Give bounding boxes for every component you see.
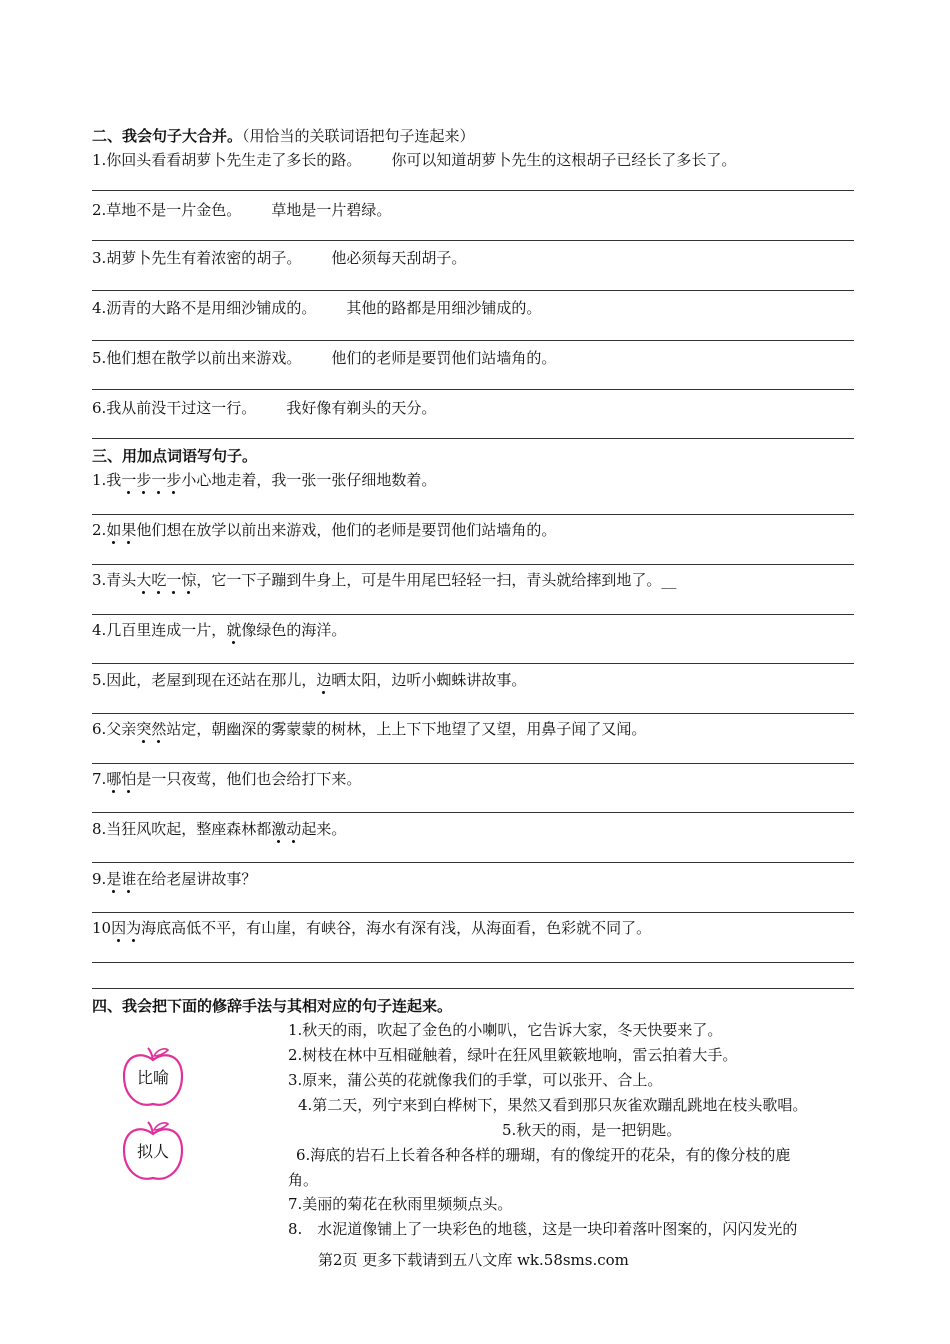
sentence-text: 5.因此，老屋到现在还站在那儿，: [92, 671, 317, 689]
section4-title: 四、我会把下面的修辞手法与其相对应的句子连起来。: [92, 997, 453, 1015]
answer-line[interactable]: [92, 988, 854, 989]
merge-sentence-b: 他们的老师是要罚他们站墙角的。: [331, 349, 557, 367]
sentence-text: 小心地走着，我一张一张仔细地数着。: [181, 471, 437, 489]
merge-sentence-a: 2.草地不是一片金色。: [92, 201, 242, 219]
rhetoric-item[interactable]: 5.秋天的雨，是一把钥匙。: [502, 1121, 682, 1139]
answer-line[interactable]: [92, 763, 854, 764]
rhetoric-item[interactable]: 8. 水泥道像铺上了一块彩色的地毯，这是一块印着落叶图案的，闪闪发光的: [288, 1220, 798, 1238]
section2-note: （用恰当的关联词语把句子连起来）: [242, 127, 475, 145]
apple-label: 比喻: [136, 1068, 169, 1087]
sentence-text: 9.: [92, 870, 107, 888]
page-footer: 第2页 更多下载请到五八文库 wk.58sms.com: [318, 1251, 629, 1269]
sentence-text: 1.我: [92, 471, 122, 489]
dotted-char: 边: [316, 671, 332, 689]
sentence-text: 是一只夜莺，他们也会给打下来。: [136, 770, 362, 788]
sentence-text: 他们想在放学以前出来游戏，他们的老师是要罚他们站墙角的。: [136, 521, 557, 539]
answer-line[interactable]: [92, 713, 854, 714]
dotted-char: 一: [151, 471, 167, 489]
dotted-char: 步: [136, 471, 152, 489]
sentence-text: ，它一下子蹦到牛身上，可是牛用尾巴轻轻一扫，青头就给摔到地了。__: [196, 571, 677, 589]
section4-heading: [92, 996, 452, 1016]
sentence-text: 6.父亲: [92, 720, 137, 738]
sentence-text: 海底高低不平，有山崖，有峡谷，海水有深有浅，从海面看，色彩就不同了。: [141, 919, 652, 937]
merge-sentence-b: 其他的路都是用细沙铺成的。: [346, 299, 542, 317]
merge-sentence-b: 他必须每天刮胡子。: [331, 249, 467, 267]
dotted-char: 然: [151, 720, 167, 738]
merge-sentence-b: 我好像有剃头的天分。: [286, 399, 437, 417]
rhetoric-item-continued: 角。: [288, 1171, 319, 1189]
dotword-item-10: [92, 918, 651, 938]
dotted-char: 步: [166, 471, 182, 489]
answer-line[interactable]: [92, 514, 854, 515]
rhetoric-item[interactable]: 4.第二天，列宁来到白桦树下，果然又看到那只灰雀欢蹦乱跳地在枝头歌唱。: [298, 1096, 808, 1114]
sentence-text: 3.青头: [92, 571, 137, 589]
dotted-char: 激: [271, 820, 287, 838]
merge-item-2: [92, 200, 391, 220]
dotted-word: [106, 521, 136, 539]
dotted-word: [106, 770, 136, 788]
merge-sentence-b: 草地是一片碧绿。: [271, 201, 392, 219]
merge-sentence-a: 1.你回头看看胡萝卜先生走了多长的路。: [92, 151, 362, 169]
dotted-word: [136, 571, 196, 589]
sentence-text: 2.: [92, 521, 107, 539]
answer-line[interactable]: [92, 190, 854, 191]
apple-label: 拟人: [136, 1142, 169, 1161]
dotted-char: 就: [226, 621, 242, 639]
dotword-item-4: [92, 620, 346, 640]
dotword-item-5: [92, 670, 526, 690]
sentence-text: 8.当狂风吹起，整座森林都: [92, 820, 272, 838]
answer-line[interactable]: [92, 564, 854, 565]
merge-sentence-a: 5.他们想在散学以前出来游戏。: [92, 349, 302, 367]
dotword-item-3: [92, 570, 676, 590]
sentence-text: 在给老屋讲故事？: [136, 870, 257, 888]
merge-sentence-a: 6.我从前没干过这一行。: [92, 399, 257, 417]
dotted-word: [106, 870, 136, 888]
dotted-char: 因: [111, 919, 127, 937]
dotted-char: 一: [121, 471, 137, 489]
dotted-char: 突: [136, 720, 152, 738]
merge-item-1: [92, 150, 736, 170]
section2-heading: [92, 126, 475, 146]
dotword-item-7: [92, 769, 361, 789]
rhetoric-item[interactable]: 1.秋天的雨，吹起了金色的小喇叭，它告诉大家，冬天快要来了。: [288, 1021, 723, 1039]
sentence-text: 像绿色的海洋。: [241, 621, 347, 639]
answer-line[interactable]: [92, 962, 854, 963]
dotted-char: 一: [166, 571, 182, 589]
answer-line[interactable]: [92, 862, 854, 863]
dotword-item-1: [92, 470, 436, 490]
sentence-text: 7.: [92, 770, 107, 788]
dotted-word: [316, 671, 331, 689]
merge-item-6: [92, 398, 436, 418]
dotted-word: [226, 621, 241, 639]
dotted-word: [111, 919, 141, 937]
dotted-char: 谁: [121, 870, 137, 888]
dotted-word: [121, 471, 181, 489]
merge-item-4: [92, 298, 541, 318]
section3-heading: [92, 446, 257, 466]
apple-personification[interactable]: [118, 1120, 188, 1186]
merge-item-5: [92, 348, 556, 368]
answer-line[interactable]: [92, 290, 854, 291]
sentence-text: 站定，朝幽深的雾蒙蒙的树林，上上下下地望了又望，用鼻子闻了又闻。: [166, 720, 647, 738]
merge-sentence-a: 4.沥青的大路不是用细沙铺成的。: [92, 299, 317, 317]
dotword-item-2: [92, 520, 556, 540]
answer-line[interactable]: [92, 614, 854, 615]
answer-line[interactable]: [92, 340, 854, 341]
answer-line[interactable]: [92, 663, 854, 664]
answer-line[interactable]: [92, 912, 854, 913]
rhetoric-item[interactable]: 2.树枝在林中互相碰触着，绿叶在狂风里簌簌地响，雷云拍着大手。: [288, 1046, 738, 1064]
dotted-word: [271, 820, 301, 838]
merge-sentence-a: 3.胡萝卜先生有着浓密的胡子。: [92, 249, 302, 267]
answer-line[interactable]: [92, 438, 854, 439]
answer-line[interactable]: [92, 240, 854, 241]
rhetoric-item[interactable]: 7.美丽的菊花在秋雨里频频点头。: [288, 1195, 513, 1213]
section2-title: 二、我会句子大合并。: [92, 127, 243, 145]
dotted-char: 如: [106, 521, 122, 539]
sentence-text: 晒太阳，边听小蜘蛛讲故事。: [331, 671, 527, 689]
dotted-char: 大: [136, 571, 152, 589]
dotted-char: 怕: [121, 770, 137, 788]
dotted-char: 是: [106, 870, 122, 888]
merge-sentence-b: 你可以知道胡萝卜先生的这根胡子已经长了多长了。: [391, 151, 737, 169]
answer-line[interactable]: [92, 389, 854, 390]
sentence-text: 10: [92, 919, 112, 937]
dotted-char: 哪: [106, 770, 122, 788]
sentence-text: 4.几百里连成一片，: [92, 621, 227, 639]
sentence-text: 起来。: [301, 820, 347, 838]
dotted-char: 果: [121, 521, 137, 539]
section3-title: 三、用加点词语写句子。: [92, 447, 258, 465]
rhetoric-item[interactable]: 3.原来，蒲公英的花就像我们的手掌，可以张开、合上。: [288, 1071, 663, 1089]
dotted-word: [136, 720, 166, 738]
dotted-char: 惊: [181, 571, 197, 589]
answer-line[interactable]: [92, 812, 854, 813]
dotword-item-9: [92, 869, 256, 889]
dotword-item-8: [92, 819, 346, 839]
dotted-char: 为: [126, 919, 142, 937]
dotted-char: 吃: [151, 571, 167, 589]
merge-item-3: [92, 248, 466, 268]
apple-metaphor[interactable]: [118, 1046, 188, 1112]
rhetoric-item[interactable]: 6.海底的岩石上长着各种各样的珊瑚，有的像绽开的花朵，有的像分枝的鹿: [296, 1146, 791, 1164]
dotted-char: 动: [286, 820, 302, 838]
dotword-item-6: [92, 719, 646, 739]
